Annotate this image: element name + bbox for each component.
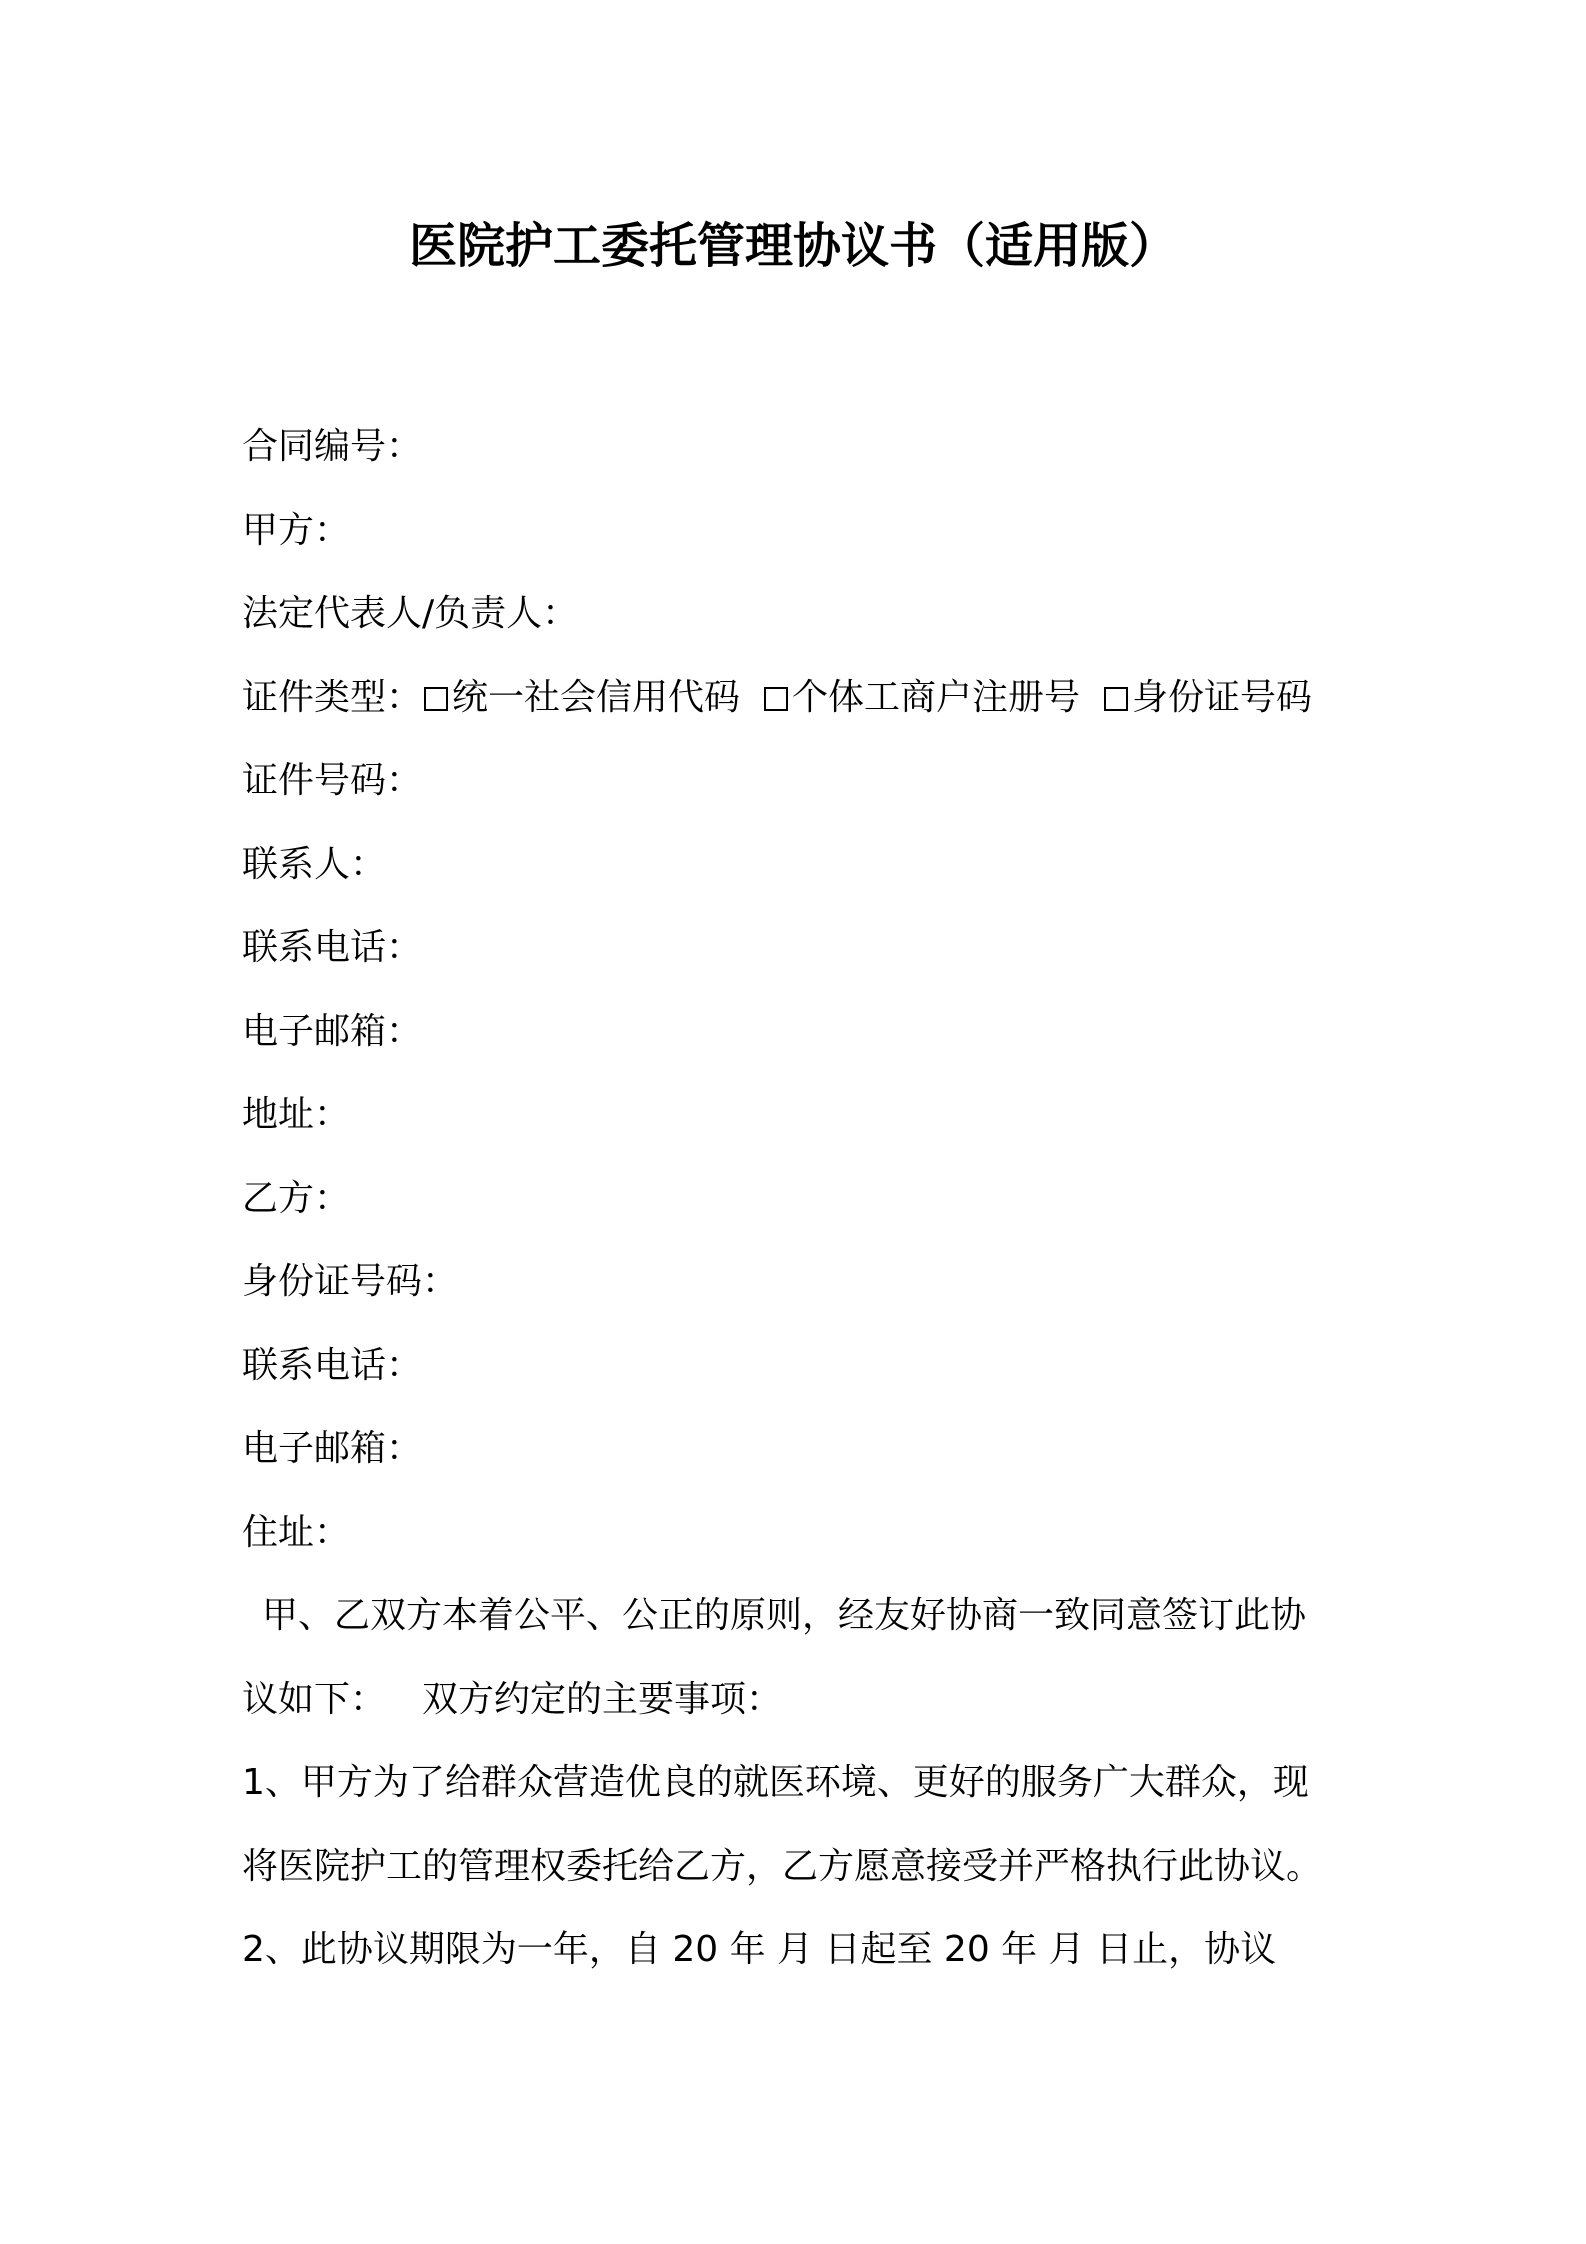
checkbox-icon[interactable] xyxy=(764,687,788,711)
id-type-option-label: 个体工商户注册号 xyxy=(792,676,1081,718)
clause-2-line-1: 2、此协议期限为一年，自 20 年 月 日起至 20 年 月 日止，协议 xyxy=(242,1929,1277,1970)
intro-paragraph-line-2 xyxy=(242,1658,1352,1742)
contact-person-field: 联系人： xyxy=(242,843,387,885)
contract-number-field: 合同编号： xyxy=(242,426,423,467)
id-type-label: 证件类型： xyxy=(242,676,423,718)
party-b-residence-field: 住址： xyxy=(242,1511,351,1553)
party-a-field: 甲方： xyxy=(242,509,351,551)
legal-representative-field: 法定代表人/负责人： xyxy=(242,593,579,634)
party-b-email-field: 电子邮箱： xyxy=(242,1428,423,1469)
main-items-heading: 双方约定的主要事项： xyxy=(422,1678,783,1720)
party-a-address-field: 地址： xyxy=(242,1094,351,1135)
document-body xyxy=(242,405,1352,1992)
intro-text: 甲、乙双方本着公平、公正的原则，经友好协商一致同意签订此协 xyxy=(262,1595,1307,1636)
party-a-phone-field: 联系电话： xyxy=(242,927,423,968)
party-b-phone-field: 联系电话： xyxy=(242,1344,423,1386)
checkbox-icon[interactable] xyxy=(424,687,448,711)
id-type-row xyxy=(242,656,1352,740)
party-b-field: 乙方： xyxy=(242,1177,351,1219)
id-number-field: 证件号码： xyxy=(242,760,423,801)
document-title: 医院护工委托管理协议书（适用版） xyxy=(408,218,1177,274)
clause-1-line-1: 1、甲方为了给群众营造优良的就医环境、更好的服务广大群众，现 xyxy=(242,1762,1309,1803)
party-b-id-card-field: 身份证号码： xyxy=(242,1261,459,1302)
checkbox-icon[interactable] xyxy=(1104,687,1128,711)
id-type-option-business-reg[interactable] xyxy=(762,677,1080,718)
id-type-options xyxy=(422,677,1312,718)
intro-text-continued: 议如下： xyxy=(242,1678,387,1720)
id-type-option-label: 统一社会信用代码 xyxy=(452,676,741,718)
id-type-option-label: 身份证号码 xyxy=(1132,676,1313,718)
id-type-option-credit-code[interactable] xyxy=(422,677,740,718)
id-type-option-id-card[interactable] xyxy=(1102,677,1312,718)
party-a-email-field: 电子邮箱： xyxy=(242,1010,423,1052)
intro-paragraph-line-1 xyxy=(242,1574,1352,1658)
clause-1-line-2: 将医院护工的管理权委托给乙方，乙方愿意接受并严格执行此协议。 xyxy=(242,1845,1323,1887)
